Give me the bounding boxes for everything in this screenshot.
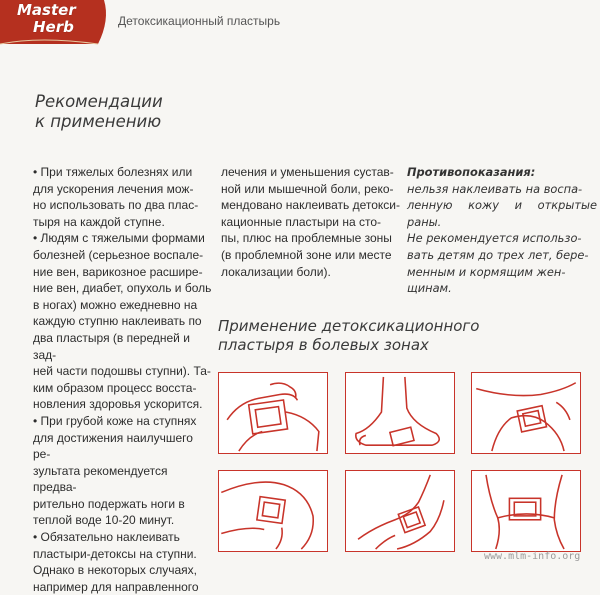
text-line: пы, плюс на проблемные зоны	[221, 231, 392, 246]
watermark: www.mlm-info.org	[484, 551, 581, 562]
text-line: ленную кожу и открытые раны.	[407, 198, 597, 229]
text-line: пластыри-детоксы на ступни.	[33, 546, 197, 561]
neck-icon	[346, 471, 454, 551]
hand-icon	[219, 373, 327, 453]
text-line: рительно подержать ноги в	[33, 496, 185, 511]
neck-illustration	[345, 470, 455, 552]
text-line: • Людям с тяжелыми формами	[33, 231, 205, 246]
knee-icon	[219, 471, 327, 551]
text-line: щинам.	[407, 281, 452, 296]
foot-illustration	[345, 372, 455, 454]
text-line: два пластыря (в передней и зад-	[33, 330, 190, 362]
text-line: • При грубой коже на ступнях	[33, 413, 197, 428]
text-line: ким образом процесс восста-	[33, 380, 197, 395]
text-line: для достижения наилучшего ре-	[33, 430, 193, 462]
text-line: болезней (серьезное воспале-	[33, 247, 204, 262]
text-line: тыря на каждой ступне.	[33, 214, 165, 229]
text-line: ной или мышечной боли, реко-	[221, 181, 394, 196]
product-title: Детоксикационный пластырь	[118, 14, 281, 28]
text-line: (в проблемной зоне или месте	[221, 247, 392, 262]
lower-back-illustration	[471, 470, 581, 552]
text-line: мендовано наклеивать детокси-	[221, 198, 400, 213]
foot-icon	[346, 373, 454, 453]
text-line: локализации боли).	[221, 264, 331, 279]
instructions-column-2	[221, 164, 401, 280]
application-zones-heading: Применение детоксикационного пластыря в болевых зонах	[218, 317, 480, 354]
text-line: для ускорения лечения мож-	[33, 181, 194, 196]
contraindications-title: Противопоказания:	[407, 165, 536, 179]
text-line: нельзя наклеивать на воспа-	[407, 181, 583, 196]
knee-illustration	[218, 470, 328, 552]
text-line: каждую ступню наклеивать по	[33, 314, 202, 329]
text-line: • Обязательно наклеивать	[33, 530, 180, 545]
brand-name-line2: Herb	[33, 18, 74, 36]
text-line: ние вен, диабет, опухоль и боль	[33, 281, 212, 296]
contraindications-block	[407, 164, 597, 297]
text-line: лечения и уменьшения сустав-	[221, 165, 394, 179]
text-line: кационные пластыри на сто-	[221, 214, 381, 229]
text-line: но использовать по два плас-	[33, 198, 199, 213]
text-line: новления здоровья ускорится.	[33, 397, 203, 412]
brand-logo	[0, 0, 110, 48]
lower-back-icon	[472, 471, 580, 551]
waist-icon	[472, 373, 580, 453]
brand-name-line1: Master	[17, 1, 76, 19]
text-line: ние вен, варикозное расшире-	[33, 264, 203, 279]
hand-illustration	[218, 372, 328, 454]
waist-illustration	[471, 372, 581, 454]
text-line: например для направленного	[33, 579, 199, 594]
recommendations-heading: Рекомендации к применению	[35, 92, 163, 131]
text-line: Однако в некоторых случаях,	[33, 563, 197, 578]
text-line: ней части подошвы ступни). Та-	[33, 364, 211, 379]
text-line: зультата рекомендуется предва-	[33, 463, 168, 495]
contraindications-text	[407, 181, 597, 297]
instructions-column-1	[33, 164, 213, 595]
text-line: • При тяжелых болезнях или	[33, 165, 193, 179]
text-line: вать детям до трех лет, бере-	[407, 247, 589, 262]
text-line: теплой воде 10-20 минут.	[33, 513, 175, 528]
text-line: Не рекомендуется использо-	[407, 231, 582, 246]
text-line: в ногах) можно ежедневно на	[33, 297, 198, 312]
text-line: менным и кормящим жен-	[407, 264, 566, 279]
